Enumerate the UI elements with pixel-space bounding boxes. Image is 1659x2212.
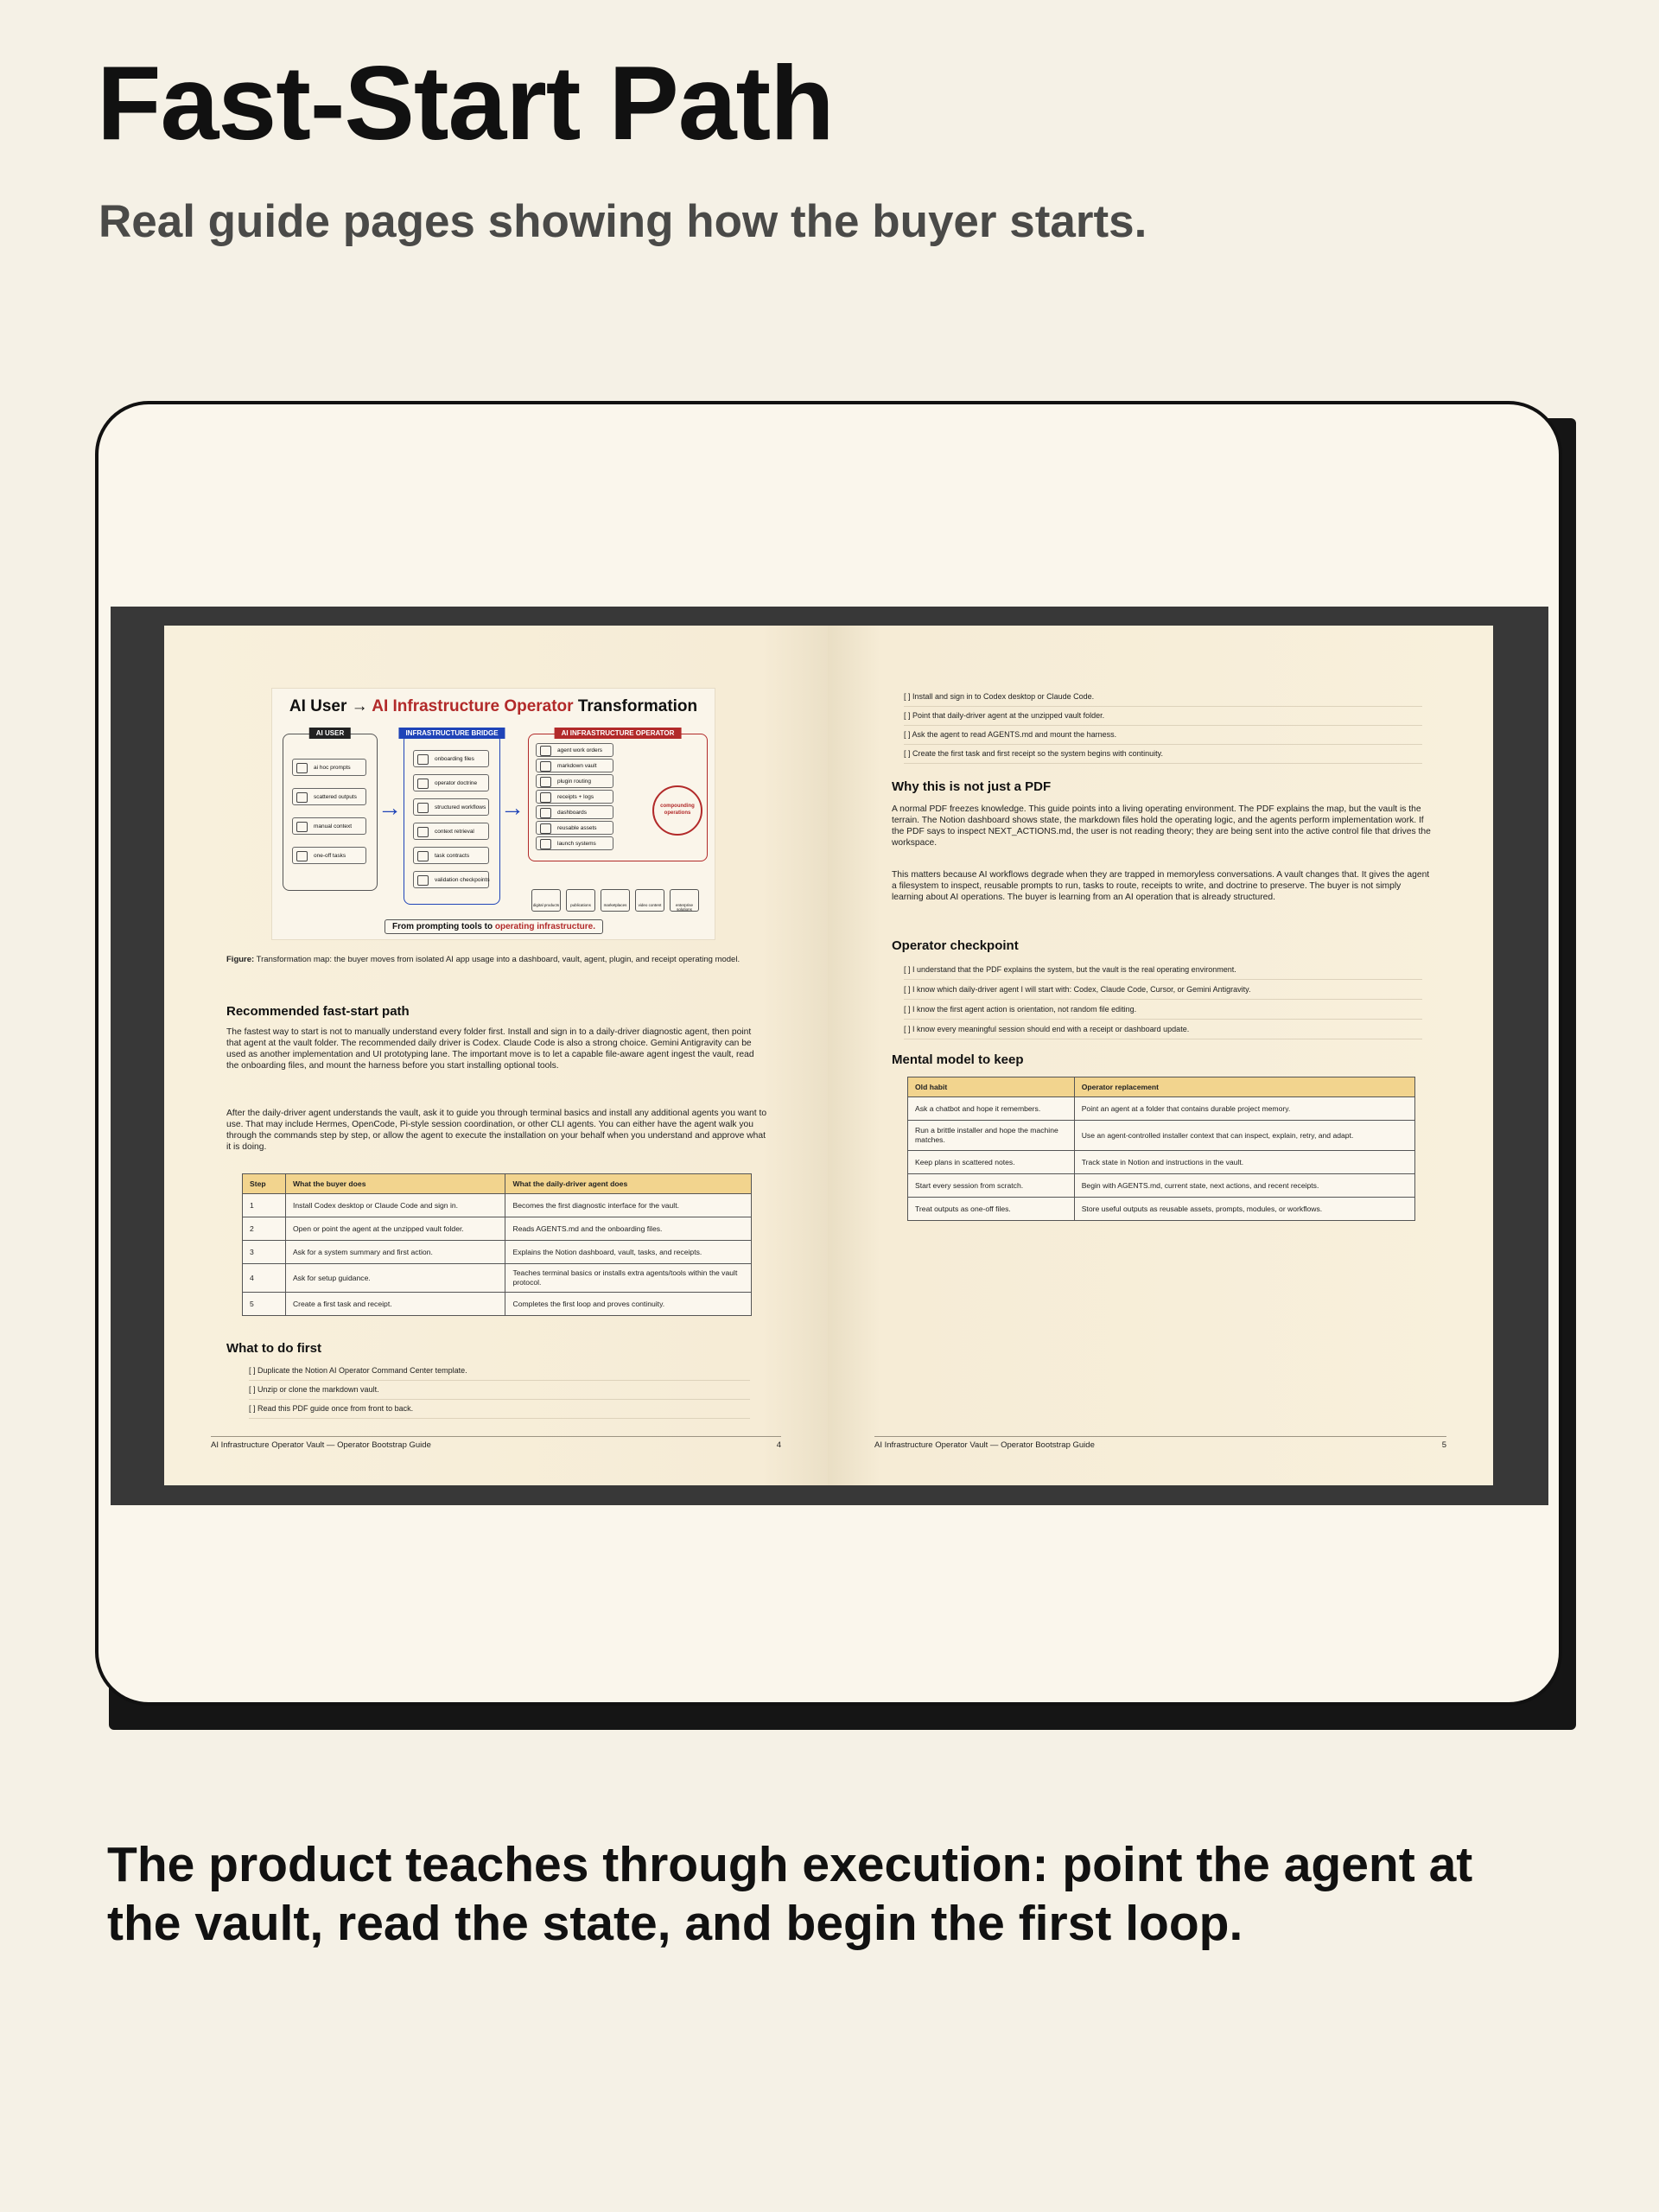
figure-item: dashboards bbox=[536, 805, 613, 819]
pdf-page-right bbox=[828, 626, 1493, 1485]
table-header: Operator replacement bbox=[1074, 1077, 1414, 1097]
table-row: Treat outputs as one-off files. Store useful outputs as reusable assets, prompts, modules, or workflows. bbox=[908, 1198, 1415, 1221]
pdf-page-left bbox=[164, 626, 828, 1485]
figure-item: context retrieval bbox=[413, 823, 489, 840]
page-footer: AI Infrastructure Operator Vault — Operator Bootstrap Guide 4 bbox=[211, 1436, 781, 1452]
page-number: 4 bbox=[776, 1440, 781, 1450]
checklist-item: [ ] Create the first task and first receipt so the system begins with continuity. bbox=[904, 745, 1422, 764]
checklist-item: [ ] Point that daily-driver agent at the unzipped vault folder. bbox=[904, 707, 1422, 726]
figure-outcome: enterprise solutions bbox=[670, 889, 699, 912]
figure-footer: From prompting tools to operating infrastructure. bbox=[385, 919, 603, 934]
page-title: Fast-Start Path bbox=[97, 44, 834, 162]
figure-item: validation checkpoints bbox=[413, 871, 489, 888]
transformation-figure bbox=[271, 688, 715, 940]
figure-outcome: publications bbox=[566, 889, 595, 912]
table-row: Start every session from scratch. Begin with AGENTS.md, current state, next actions, and recent receipts. bbox=[908, 1174, 1415, 1198]
pdf-spread bbox=[164, 626, 1493, 1485]
table-row: Ask a chatbot and hope it remembers. Point an agent at a folder that contains durable project memory. bbox=[908, 1097, 1415, 1121]
arrow-right-icon: → bbox=[500, 794, 524, 821]
figure-outcome: digital products bbox=[531, 889, 561, 912]
checklist-item: [ ] I understand that the PDF explains the system, but the vault is the real operating environment. bbox=[904, 961, 1422, 980]
figure-item: launch systems bbox=[536, 836, 613, 850]
paragraph: A normal PDF freezes knowledge. This guide points into a living operating environment. The PDF explains the map, but the vault is the terrain. The Notion dashboard shows state, the markdown files hold the operating logic, and the agents perform implementation work. If the PDF says to inspect NEXT_ACTIONS.md, the user is not reading theory; they are being sent into the active control file that drives the workspace. bbox=[892, 804, 1431, 848]
figure-item: agent work orders bbox=[536, 743, 613, 757]
table-header: Step bbox=[243, 1174, 286, 1194]
table-row: Run a brittle installer and hope the machine matches. Use an agent-controlled installer context that can inspect, explain, retry, and adapt. bbox=[908, 1121, 1415, 1151]
figure-item: plugin routing bbox=[536, 774, 613, 788]
checklist-item: [ ] Unzip or clone the markdown vault. bbox=[249, 1381, 750, 1400]
heading-why: Why this is not just a PDF bbox=[892, 779, 1052, 794]
compounding-loop-icon: compounding operations bbox=[652, 785, 702, 836]
arrow-right-icon: → bbox=[378, 794, 402, 821]
table-row: Keep plans in scattered notes. Track state in Notion and instructions in the vault. bbox=[908, 1151, 1415, 1174]
figure-item: structured workflows bbox=[413, 798, 489, 816]
figure-item: reusable assets bbox=[536, 821, 613, 835]
table-row: 1 Install Codex desktop or Claude Code and sign in. Becomes the first diagnostic interface for the vault. bbox=[243, 1194, 752, 1217]
figure-item: manual context bbox=[292, 817, 366, 835]
table-header-row bbox=[243, 1174, 752, 1194]
table-header: Old habit bbox=[908, 1077, 1075, 1097]
checklist-item: [ ] Install and sign in to Codex desktop or Claude Code. bbox=[904, 688, 1422, 707]
figure-outcome: video content bbox=[635, 889, 664, 912]
figure-item: onboarding files bbox=[413, 750, 489, 767]
heading-todo: What to do first bbox=[226, 1341, 321, 1356]
table-header-row bbox=[908, 1077, 1415, 1097]
table-row: 4 Ask for setup guidance. Teaches terminal basics or installs extra agents/tools within the vault protocol. bbox=[243, 1264, 752, 1293]
figure-caption: Figure: Transformation map: the buyer moves from isolated AI app usage into a dashboard, vault, agent, plugin, and receipt operating model. bbox=[226, 955, 741, 964]
figure-item: markdown vault bbox=[536, 759, 613, 772]
table-row: 5 Create a first task and receipt. Completes the first loop and proves continuity. bbox=[243, 1293, 752, 1316]
page-footer: AI Infrastructure Operator Vault — Operator Bootstrap Guide 5 bbox=[874, 1436, 1446, 1452]
table-row: 2 Open or point the agent at the unzipped vault folder. Reads AGENTS.md and the onboarding files. bbox=[243, 1217, 752, 1241]
mental-model-table bbox=[907, 1077, 1415, 1221]
figure-item: receipts + logs bbox=[536, 790, 613, 804]
heading-checkpoint: Operator checkpoint bbox=[892, 938, 1019, 953]
figure-item: task contracts bbox=[413, 847, 489, 864]
page-number: 5 bbox=[1441, 1440, 1446, 1450]
paragraph: This matters because AI workflows degrade when they are trapped in memoryless conversations. A vault changes that. It gives the agent a filesystem to inspect, reusable prompts to run, tasks to route, receipts to write, and doctrine to preserve. The buyer is not simply learning about AI operations. The buyer is learning from an AI operation that is already structured. bbox=[892, 870, 1430, 902]
checklist-item: [ ] I know which daily-driver agent I will start with: Codex, Claude Code, Cursor, or Gemini Antigravity. bbox=[904, 981, 1422, 1000]
figure-item: one-off tasks bbox=[292, 847, 366, 864]
checklist-item: [ ] I know every meaningful session should end with a receipt or dashboard update. bbox=[904, 1020, 1422, 1039]
checklist-item: [ ] I know the first agent action is orientation, not random file editing. bbox=[904, 1001, 1422, 1020]
steps-table bbox=[242, 1173, 752, 1316]
figure-column-ai-user: AI USER ai hoc prompts scattered outputs manual context one-off tasks bbox=[283, 734, 378, 891]
checklist-item: [ ] Read this PDF guide once from front to back. bbox=[249, 1400, 750, 1419]
table-header: What the buyer does bbox=[285, 1174, 505, 1194]
table-row: 3 Ask for a system summary and first action. Explains the Notion dashboard, vault, tasks, and receipts. bbox=[243, 1241, 752, 1264]
figure-item: ai hoc prompts bbox=[292, 759, 366, 776]
figure-column-bridge: INFRASTRUCTURE BRIDGE onboarding files operator doctrine structured workflows context retrieval task contracts validation checkpoints bbox=[404, 734, 500, 905]
page-subtitle: Real guide pages showing how the buyer starts. bbox=[99, 196, 1147, 247]
heading-mental-model: Mental model to keep bbox=[892, 1052, 1024, 1067]
figure-item: operator doctrine bbox=[413, 774, 489, 791]
figure-title: AI User → AI Infrastructure Operator Transformation bbox=[289, 697, 698, 715]
paragraph: After the daily-driver agent understands the vault, ask it to guide you through terminal basics and install any additional agents you want to use. That may include Hermes, OpenCode, Pi-style session coordination, or other CLI agents. You can either have the agent walk you through the commands step by step, or allow the agent to execute the installation on your behalf when you understand and approve what it is doing. bbox=[226, 1109, 767, 1152]
paragraph: The fastest way to start is not to manually understand every folder first. Install and sign in to a daily-driver diagnostic agent, then point that agent at the vault folder. The recommended daily driver is Codex. Claude Code is also a strong choice. Gemini Antigravity can be used as another implementation and UI prototyping lane. The important move is to let a capable file-aware agent ingest the vault, read the onboarding files, and mount the harness before you start installing optional tools. bbox=[226, 1027, 754, 1071]
heading-fast-start: Recommended fast-start path bbox=[226, 1004, 410, 1019]
figure-column-operator: AI INFRASTRUCTURE OPERATOR agent work orders markdown vault plugin routing receipts + logs dashboards reusable assets launch systems bbox=[528, 734, 708, 861]
checklist-item: [ ] Duplicate the Notion AI Operator Command Center template. bbox=[249, 1362, 750, 1381]
figure-outcome: marketplaces bbox=[601, 889, 630, 912]
figure-item: scattered outputs bbox=[292, 788, 366, 805]
bottom-caption: The product teaches through execution: point the agent at the vault, read the state, and begin the first loop. bbox=[107, 1837, 1473, 1951]
checklist-item: [ ] Ask the agent to read AGENTS.md and mount the harness. bbox=[904, 726, 1422, 745]
table-header: What the daily-driver agent does bbox=[505, 1174, 752, 1194]
